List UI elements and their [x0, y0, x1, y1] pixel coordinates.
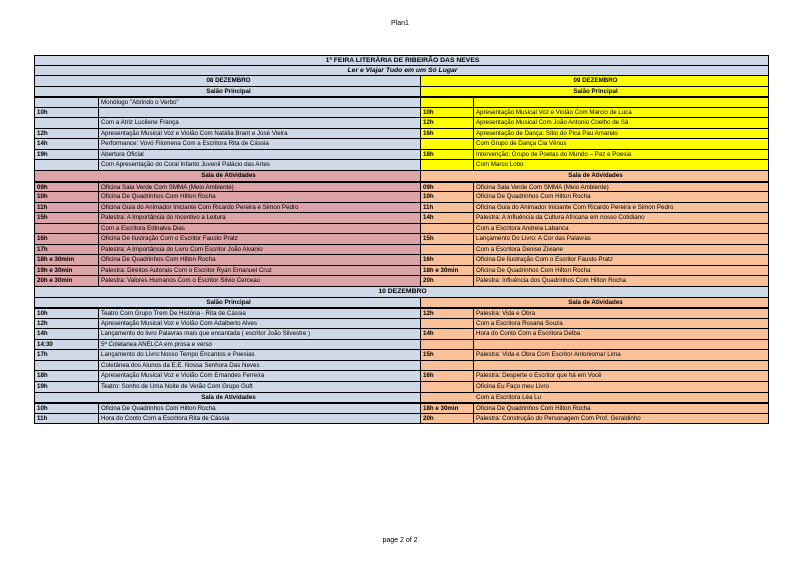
event-cell: Teatro Com Grupo Trem De História - Rita de Cássia: [99, 308, 421, 319]
table-row: [34, 108, 769, 119]
time-cell: 18h: [421, 150, 474, 161]
time-cell: 17h: [34, 350, 99, 361]
event-cell: Lançamento Do Livro: A Cor das Palavras: [474, 234, 769, 245]
time-cell: 12h: [34, 319, 99, 330]
event-cell: Lançamento do Livro:Nosso Tempo Encantos e Poesias: [99, 350, 421, 361]
event-cell: Palestra: A Influência da Cultura Africana em nosso Cotidiano: [474, 213, 769, 224]
table-subtitle: Ler e Viajar Tudo em um Só Lugar: [34, 66, 769, 77]
time-cell: 20h: [421, 276, 474, 287]
day-header-09: 09 DEZEMBRO: [421, 76, 769, 87]
event-cell: Palestra: Vida e Obra Com Escritor Antoniomar Lima: [474, 350, 769, 361]
event-cell: Oficina Eu Faço meu Livro: [474, 382, 769, 393]
event-cell: Palestra: Direitos Autorais Com o Escritor Ryan Emanuel Cruz: [99, 266, 421, 277]
time-cell: [34, 160, 99, 171]
time-cell: 18h e 30min: [421, 266, 474, 277]
section-header-sala: Sala de Atividades: [34, 171, 421, 182]
event-cell: Performance: Vovó Filomena Com a Escritora Rita de Cássia: [99, 139, 421, 150]
time-cell: 09h: [34, 182, 99, 193]
table-row: [34, 382, 769, 393]
table-row: [34, 129, 769, 140]
schedule-table: [34, 55, 769, 424]
section-header-salao: Salão Principal: [421, 87, 769, 98]
time-cell: 10h: [421, 192, 474, 203]
day-header-10: 10 DEZEMBRO: [34, 287, 769, 298]
time-cell: 18h e 30mim: [34, 255, 99, 266]
event-cell: Oficina De Ilustração Com o Escritor Fausto Pratz: [474, 255, 769, 266]
time-cell: 12h: [34, 129, 99, 140]
time-cell: [34, 224, 99, 235]
event-cell: [474, 97, 769, 108]
event-cell: Hora do Conto Com a Escritora Delba: [474, 329, 769, 340]
event-cell: Com a Escritora Edinalva Dias: [99, 224, 421, 235]
time-cell: 10h: [34, 403, 99, 414]
event-cell: Com a Escritora Rosana Souza: [474, 319, 769, 330]
event-cell: [474, 361, 769, 372]
event-cell: Oficina De Quadrinhos Com Hilton Rocha: [474, 266, 769, 277]
event-cell: Apresentação Musical Voz e Violão Com Natália Brant e José Vieira: [99, 129, 421, 140]
table-row: [34, 213, 769, 224]
table-row: [34, 118, 769, 129]
time-cell: 15h: [421, 234, 474, 245]
table-row: [34, 361, 769, 372]
event-cell: Oficina Sala Verde Com SMMA (Meio Ambiente): [474, 182, 769, 193]
table-row: [34, 192, 769, 203]
event-cell: Monólogo "Abrindo o Verbo": [99, 97, 421, 108]
table-row: [34, 203, 769, 214]
section-header-salao: Salão Principal: [34, 298, 421, 309]
section-header-sala: Sala de Atividades: [34, 393, 421, 404]
time-cell: 16h: [34, 234, 99, 245]
page-footer: page 2 of 2: [382, 537, 418, 544]
section-header-sala: Sala de Atividades: [421, 171, 769, 182]
table-row: [34, 255, 769, 266]
table-row: [34, 414, 769, 425]
time-cell: [421, 160, 474, 171]
time-cell: 14h: [34, 329, 99, 340]
event-cell: 5ª Coletanea ANELCA em prosa e verso: [99, 340, 421, 351]
time-cell: 18h e 30min: [421, 403, 474, 414]
section-header-salao: Salão Principal: [34, 87, 421, 98]
table-row: [34, 276, 769, 287]
time-cell: 15h: [34, 213, 99, 224]
time-cell: 20h: [421, 414, 474, 425]
event-cell: Apresentação Musical Voz e Violão Com Marcio de Luca: [474, 108, 769, 119]
event-cell: Com a Escritora Andreia Labanca: [474, 224, 769, 235]
time-cell: 10h: [34, 108, 99, 119]
event-cell: Com a Atriz Lucilene França: [99, 118, 421, 129]
time-cell: 19h: [34, 150, 99, 161]
time-cell: [34, 361, 99, 372]
day-header-08: 08 DEZEMBRO: [34, 76, 421, 87]
time-cell: [421, 382, 474, 393]
event-cell: Oficina De Quadrinhos Com Hilton Rocha: [474, 192, 769, 203]
table-row: [34, 139, 769, 150]
event-cell: Oficina Sala Verde Com SMMA (Meio Ambiente): [99, 182, 421, 193]
event-cell: Oficina De Ilustração Com o Escritor Fausto Pratz: [99, 234, 421, 245]
time-cell: [421, 319, 474, 330]
time-cell: [34, 118, 99, 129]
table-row: [34, 319, 769, 330]
event-cell: Com Grupo de Dança Cia Vênus: [474, 139, 769, 150]
event-cell: Intervenção: Grupo de Poetas do Mundo – Paz e Poesia: [474, 150, 769, 161]
time-cell: [421, 139, 474, 150]
time-cell: [421, 224, 474, 235]
time-cell: 20h e 30min: [34, 276, 99, 287]
table-row: [34, 160, 769, 171]
time-cell: 11h: [34, 203, 99, 214]
time-cell: 12h: [421, 118, 474, 129]
event-cell: Palestra: Valores Humanos Com o Escritor Silvio Cerceau: [99, 276, 421, 287]
table-title: 1ª FEIRA LITERÁRIA DE RIBEIRÃO DAS NEVES: [34, 55, 769, 66]
time-cell: 17h: [34, 245, 99, 256]
table-row: [34, 340, 769, 351]
table-row: [34, 371, 769, 382]
event-cell: Apresentação Musical Voz e Violão Com Ernandes Ferreira: [99, 371, 421, 382]
event-cell: Oficina De Quadrinhos Com Hilton Rocha: [474, 403, 769, 414]
table-row: [34, 182, 769, 193]
time-cell: 10h: [34, 308, 99, 319]
event-cell: Hora do Conto Com a Escritora Rita de Cássia: [99, 414, 421, 425]
time-cell: 14:30: [34, 340, 99, 351]
time-cell: 10h: [421, 108, 474, 119]
time-cell: 19h e 30min: [34, 266, 99, 277]
event-cell: Apresentação de Dança: Sítio do Pica Pau Amarelo: [474, 129, 769, 140]
event-cell: Palestra: Influência dos Quadrinhos Com Hilton Rocha: [474, 276, 769, 287]
table-row: [34, 224, 769, 235]
event-cell: Teatro: Sonho de Uma Noite de Verão Com Grupo Guft: [99, 382, 421, 393]
table-row: [34, 403, 769, 414]
table-row: [34, 329, 769, 340]
time-cell: 16h: [421, 255, 474, 266]
event-cell: [99, 108, 421, 119]
table-cell: Com a Escritora Léa Lu: [421, 393, 769, 404]
event-cell: Coletânea dos Alunos da E.E. Nossa Senhora Das Neves: [99, 361, 421, 372]
time-cell: 12h: [421, 308, 474, 319]
event-cell: Palestra: Construção do Personagem Com Prof. Geraldinho: [474, 414, 769, 425]
table-row: [34, 350, 769, 361]
time-cell: 14h: [421, 329, 474, 340]
time-cell: 11h: [421, 203, 474, 214]
section-header-sala: Sala de Atividades: [421, 298, 769, 309]
event-cell: Oficina Guia do Animador Iniciante Com Ricardo Pereira e Simon Pedro: [474, 203, 769, 214]
page-header: Plan1: [391, 20, 409, 27]
table-row: [34, 234, 769, 245]
table-row: [34, 97, 769, 108]
time-cell: 16h: [421, 129, 474, 140]
event-cell: Abertura Oficial: [99, 150, 421, 161]
event-cell: Palestra: A Importância do Livro Com Escritor João Alvanio: [99, 245, 421, 256]
event-cell: Oficina De Quadrinhos Com Hilton Rocha: [99, 403, 421, 414]
table-row: [34, 245, 769, 256]
event-cell: Com Apresentação do Coral Infanto Juvenil Palácio das Artes: [99, 160, 421, 171]
time-cell: 09h: [421, 182, 474, 193]
event-cell: Apresentação Musical Voz e Violão Com Adalberto Alves: [99, 319, 421, 330]
time-cell: 19h: [34, 382, 99, 393]
event-cell: Palestra: Desperte o Escritor que há em Você: [474, 371, 769, 382]
time-cell: 11h: [34, 414, 99, 425]
event-cell: Palestra: A Importância do Incentivo a Leitura: [99, 213, 421, 224]
time-cell: 10h: [34, 192, 99, 203]
table-row: [34, 266, 769, 277]
event-cell: [474, 340, 769, 351]
event-cell: Palestra: Vida e Obra: [474, 308, 769, 319]
table-row: [34, 150, 769, 161]
table-row: [34, 308, 769, 319]
time-cell: 15h: [421, 350, 474, 361]
time-cell: [421, 340, 474, 351]
event-cell: Com a Escritora Denise Ziviane: [474, 245, 769, 256]
time-cell: [34, 97, 99, 108]
time-cell: 16h: [421, 371, 474, 382]
event-cell: Oficina De Quadrinhos Com Hilton Rocha: [99, 255, 421, 266]
event-cell: Apresentação Musical Com João Antonio Coelho de Sá: [474, 118, 769, 129]
time-cell: 18h: [34, 371, 99, 382]
time-cell: 14h: [34, 139, 99, 150]
time-cell: 14h: [421, 213, 474, 224]
event-cell: Oficina De Quadrinhos Com Hilton Rocha: [99, 192, 421, 203]
event-cell: Lançamento do livro Palavras mais que encantada ( escritor João Silvestre ): [99, 329, 421, 340]
event-cell: Com Marco Lobo: [474, 160, 769, 171]
time-cell: [421, 361, 474, 372]
event-cell: Oficina Guia do Animador Iniciante Com Ricardo Pereira e Simon Pedro: [99, 203, 421, 214]
time-cell: [421, 245, 474, 256]
time-cell: [421, 97, 474, 108]
